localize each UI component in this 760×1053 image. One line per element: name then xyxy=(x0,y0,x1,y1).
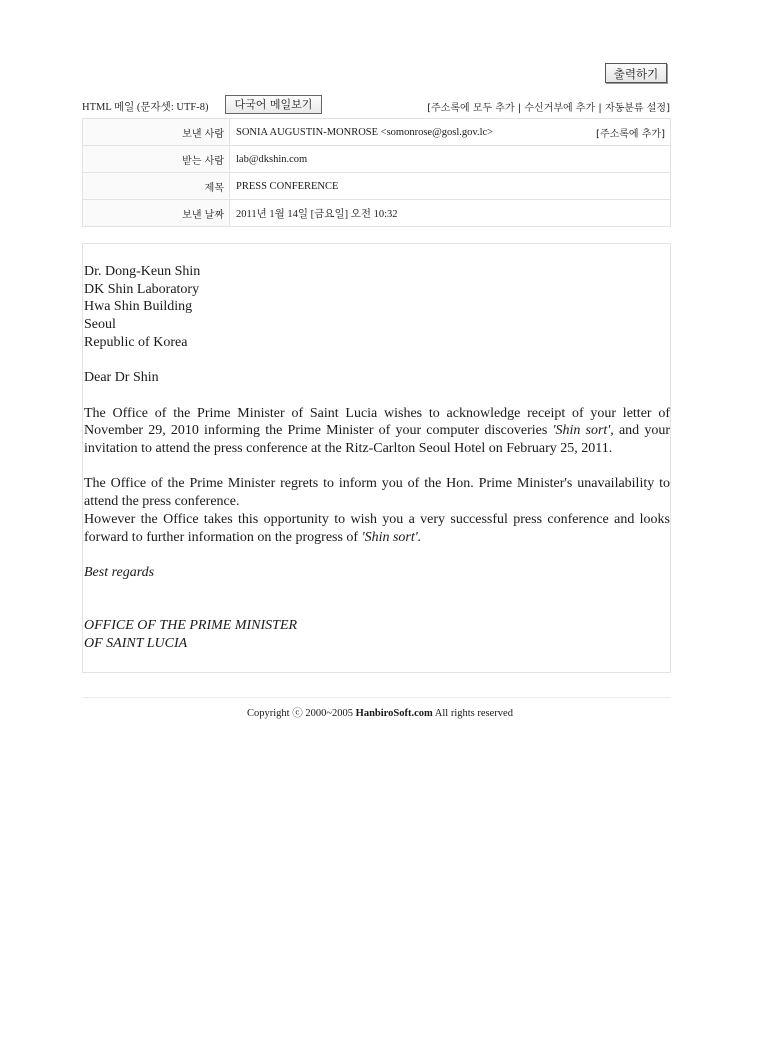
from-label: 보낸 사람 xyxy=(83,119,230,146)
block-sender-link[interactable]: 수신거부에 추가 xyxy=(524,103,596,114)
copyright-suffix: All rights reserved xyxy=(432,708,513,719)
multilanguage-view-button[interactable]: 다국어 메일보기 xyxy=(225,95,322,114)
copyright-prefix: Copyright ⓒ 2000~2005 xyxy=(247,708,356,719)
subject-row xyxy=(83,173,671,200)
address-line: DK Shin Laboratory xyxy=(84,281,200,297)
add-all-to-addressbook-link[interactable]: [주소록에 모두 추가 xyxy=(427,103,515,114)
closing: Best regards xyxy=(84,564,155,580)
paragraph-regret: The Office of the Prime Minister regrets to inform you of the Hon. Prime Minister's unavailability to attend the press conference. xyxy=(84,476,670,510)
date-label: 보낸 날짜 xyxy=(83,200,230,227)
from-value: SONIA AUGUSTIN-MONROSE <somonrose@gosl.gov.lc> xyxy=(236,126,494,138)
para1-italic: 'Shin sort', xyxy=(552,423,614,439)
from-cell xyxy=(230,119,671,146)
to-row xyxy=(83,146,671,173)
date-row xyxy=(83,200,671,227)
paragraph-wishes xyxy=(84,511,670,546)
add-to-addressbook-link[interactable]: [주소록에 추가] xyxy=(596,129,665,140)
copyright-footer xyxy=(0,705,760,720)
salutation: Dear Dr Shin xyxy=(84,370,159,386)
from-row xyxy=(83,119,671,146)
address-line: Republic of Korea xyxy=(84,334,188,350)
link-separator: | xyxy=(517,103,522,114)
address-line: Hwa Shin Building xyxy=(84,299,193,315)
subject-value: PRESS CONFERENCE xyxy=(230,173,671,200)
mail-action-links xyxy=(427,99,670,114)
charset-label: HTML 메일 (문자셋: UTF-8) xyxy=(82,102,209,113)
signature-line: OF SAINT LUCIA xyxy=(84,635,188,651)
brand-name: HanbiroSoft.com xyxy=(355,708,433,719)
mail-options-bar xyxy=(82,95,672,117)
footer-divider xyxy=(82,697,671,698)
para3-text-a: However the Office takes this opportunity to wish you a very successful press conference and looks forward to further information on the progress of xyxy=(84,511,670,545)
to-value: lab@dkshin.com xyxy=(230,146,671,173)
mail-header-table xyxy=(82,118,671,227)
address-line: Seoul xyxy=(84,317,116,333)
print-button[interactable]: 출력하기 xyxy=(605,63,667,83)
paragraph-acknowledgement xyxy=(84,405,670,458)
para1-text-a: The Office of the Prime Minister of Saint Lucia wishes to acknowledge receipt of your letter of November 29, 2010 informing the Prime Minister of your computer discoveries xyxy=(84,405,670,439)
link-separator: | xyxy=(598,103,602,114)
signature-line: OFFICE OF THE PRIME MINISTER xyxy=(84,617,298,633)
para1-text-b: and your invitation to attend the press conference at the Ritz-Carlton Seoul Hotel on February 25, 2011. xyxy=(84,423,670,456)
auto-filter-settings-link[interactable]: 자동분류 설정] xyxy=(604,103,670,114)
to-label: 받는 사람 xyxy=(83,146,230,173)
mail-body xyxy=(84,263,670,652)
date-value: 2011년 1월 14일 [금요일] 오전 10:32 xyxy=(230,200,671,227)
para3-italic: 'Shin sort'. xyxy=(361,529,422,545)
address-line: Dr. Dong-Keun Shin xyxy=(84,264,201,279)
subject-label: 제목 xyxy=(83,173,230,200)
